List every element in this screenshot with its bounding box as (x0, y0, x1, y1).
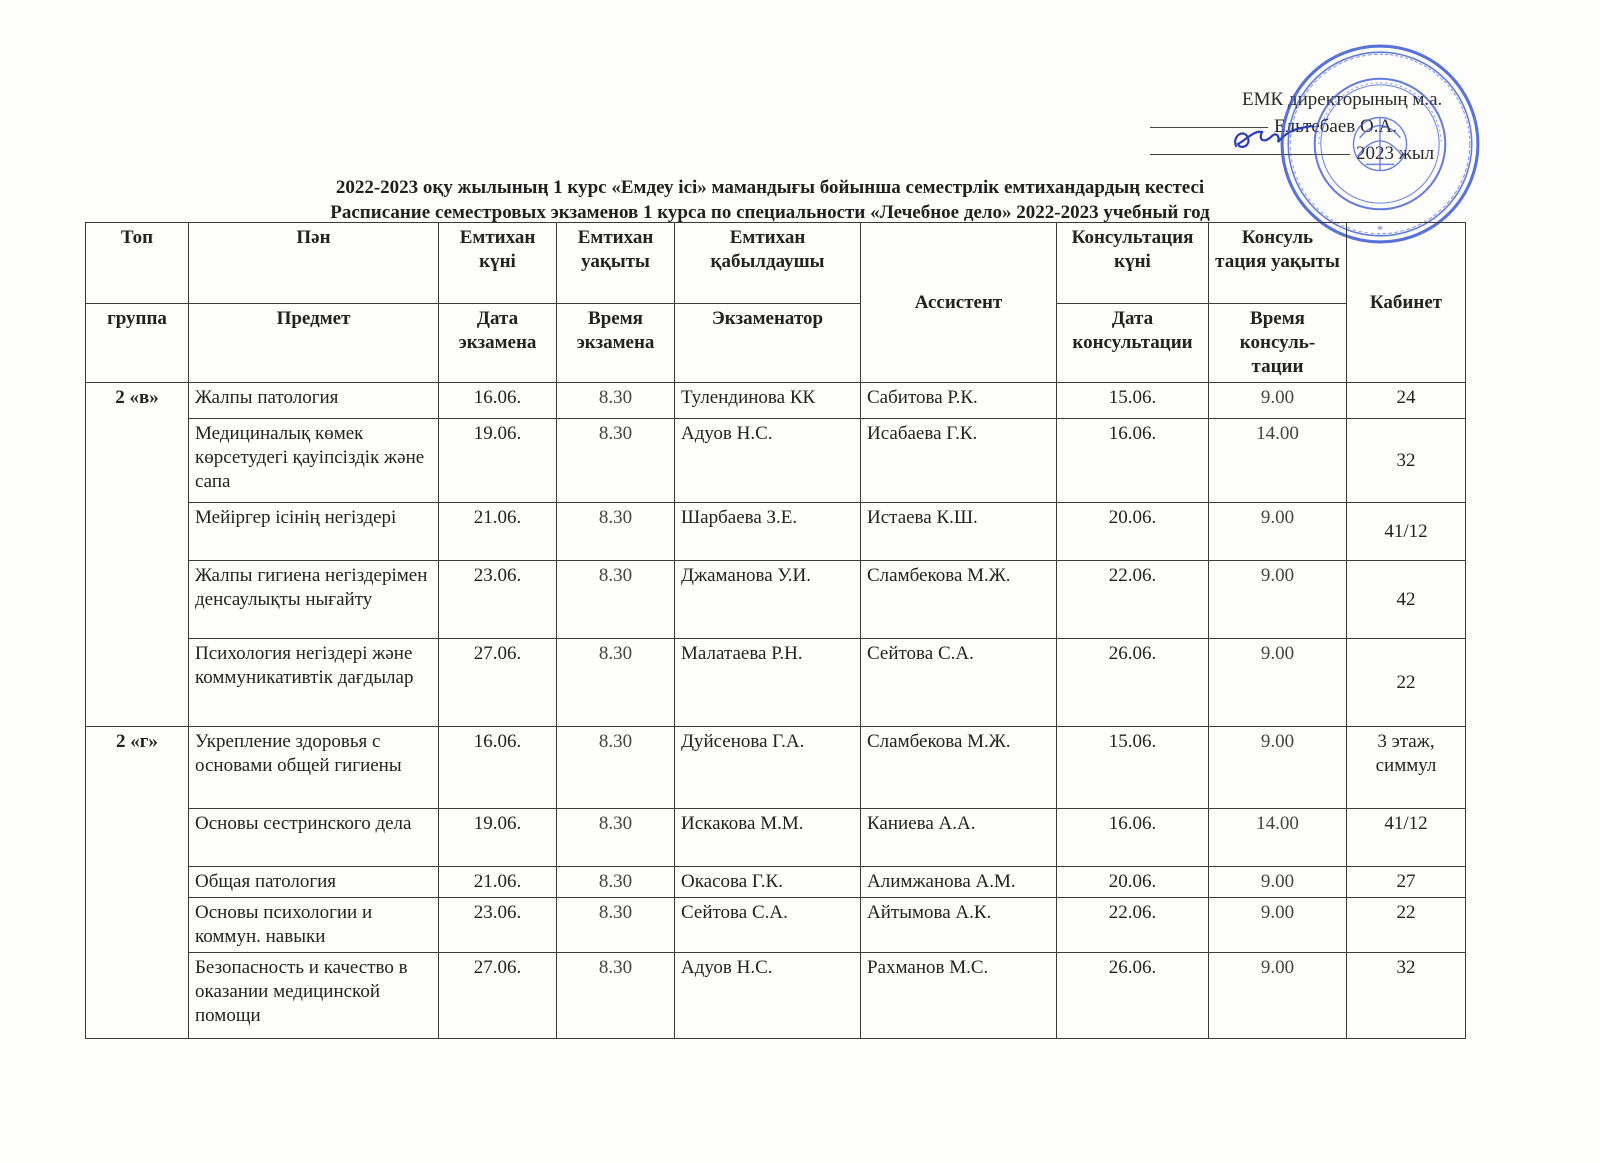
subject-cell: Укрепление здоровья с основами общей гигиены (189, 727, 439, 809)
document-title-ru: Расписание семестровых экзаменов 1 курса по специальности «Лечебное дело» 2022-2023 учебный год (330, 202, 1210, 223)
group-cell: 2 «г» (86, 727, 189, 1039)
header-examiner-kz: Емтихан қабылдаушы (675, 223, 861, 304)
assistant-cell: Сейтова С.А. (861, 639, 1057, 727)
consult-date-cell: 20.06. (1057, 867, 1209, 898)
consult-time-cell: 9.00 (1209, 561, 1347, 639)
room-cell: 22 (1347, 639, 1466, 727)
header-exam-date-ru: Дата экзамена (439, 304, 557, 383)
exam-time-cell: 8.30 (557, 383, 675, 419)
consult-time-cell: 9.00 (1209, 639, 1347, 727)
approval-position: ЕМК директорының м.а. (1242, 89, 1443, 110)
consult-time-cell: 9.00 (1209, 383, 1347, 419)
subject-cell: Общая патология (189, 867, 439, 898)
assistant-cell: Сламбекова М.Ж. (861, 561, 1057, 639)
header-consult-date-ru: Дата консультации (1057, 304, 1209, 383)
room-cell: 32 (1347, 419, 1466, 503)
header-consult-date-kz: Консультация күні (1057, 223, 1209, 304)
consult-date-cell: 16.06. (1057, 419, 1209, 503)
exam-date-cell: 21.06. (439, 867, 557, 898)
exam-time-cell: 8.30 (557, 898, 675, 953)
assistant-cell: Айтымова А.К. (861, 898, 1057, 953)
consult-date-cell: 26.06. (1057, 953, 1209, 1039)
table-row (86, 809, 1466, 867)
examiner-cell: Окасова Г.К. (675, 867, 861, 898)
header-consult-time-ru: Время консуль-тации (1209, 304, 1347, 383)
room-cell: 27 (1347, 867, 1466, 898)
room-cell: 24 (1347, 383, 1466, 419)
examiner-cell: Адуов Н.С. (675, 419, 861, 503)
consult-time-cell: 9.00 (1209, 898, 1347, 953)
assistant-cell: Исабаева Г.К. (861, 419, 1057, 503)
exam-time-cell: 8.30 (557, 419, 675, 503)
consult-date-cell: 22.06. (1057, 898, 1209, 953)
examiner-cell: Тулендинова КК (675, 383, 861, 419)
header-subject-kz: Пән (189, 223, 439, 304)
header-exam-time-kz: Емтихан уақыты (557, 223, 675, 304)
consult-date-cell: 26.06. (1057, 639, 1209, 727)
header-row-kz (86, 223, 1466, 304)
group-cell: 2 «в» (86, 383, 189, 727)
subject-cell: Медициналық көмек көрсетудегі қауіпсіздік және сапа (189, 419, 439, 503)
exam-date-cell: 16.06. (439, 727, 557, 809)
exam-date-cell: 16.06. (439, 383, 557, 419)
header-group-kz: Топ (86, 223, 189, 304)
table-row (86, 419, 1466, 503)
exam-time-cell: 8.30 (557, 639, 675, 727)
document-title-kz: 2022-2023 оқу жылының 1 курс «Емдеу ісі» мамандығы бойынша семестрлік емтихандардың кестесі (335, 177, 1205, 198)
room-cell: 22 (1347, 898, 1466, 953)
table-row (86, 898, 1466, 953)
header-subject-ru: Предмет (189, 304, 439, 383)
table-row (86, 867, 1466, 898)
examiner-cell: Искакова М.М. (675, 809, 861, 867)
assistant-cell: Алимжанова А.М. (861, 867, 1057, 898)
room-cell: 41/12 (1347, 503, 1466, 561)
exam-time-cell: 8.30 (557, 727, 675, 809)
examiner-cell: Джаманова У.И. (675, 561, 861, 639)
approval-name: Ельтебаев О.А. (1274, 116, 1397, 137)
exam-date-cell: 23.06. (439, 898, 557, 953)
header-exam-time-ru: Время экзамена (557, 304, 675, 383)
room-cell: 42 (1347, 561, 1466, 639)
exam-date-cell: 23.06. (439, 561, 557, 639)
room-cell: 32 (1347, 953, 1466, 1039)
table-row (86, 953, 1466, 1039)
exam-date-cell: 27.06. (439, 639, 557, 727)
exam-time-cell: 8.30 (557, 953, 675, 1039)
assistant-cell: Истаева К.Ш. (861, 503, 1057, 561)
header-assistant: Ассистент (861, 223, 1057, 383)
examiner-cell: Сейтова С.А. (675, 898, 861, 953)
subject-cell: Основы сестринского дела (189, 809, 439, 867)
exam-time-cell: 8.30 (557, 809, 675, 867)
subject-cell: Безопасность и качество в оказании медицинской помощи (189, 953, 439, 1039)
subject-cell: Мейіргер ісінің негіздері (189, 503, 439, 561)
table-row (86, 561, 1466, 639)
header-row-ru (86, 304, 1466, 383)
exam-date-cell: 19.06. (439, 419, 557, 503)
examiner-cell: Малатаева Р.Н. (675, 639, 861, 727)
exam-time-cell: 8.30 (557, 561, 675, 639)
consult-time-cell: 9.00 (1209, 953, 1347, 1039)
consult-time-cell: 9.00 (1209, 727, 1347, 809)
consult-date-cell: 15.06. (1057, 727, 1209, 809)
consult-date-cell: 20.06. (1057, 503, 1209, 561)
subject-cell: Психология негіздері және коммуникативтік дағдылар (189, 639, 439, 727)
table-row (86, 383, 1466, 419)
exam-time-cell: 8.30 (557, 867, 675, 898)
subject-cell: Жалпы гигиена негіздерімен денсаулықты нығайту (189, 561, 439, 639)
room-cell: 3 этаж, симмул (1347, 727, 1466, 809)
exam-time-cell: 8.30 (557, 503, 675, 561)
consult-date-cell: 16.06. (1057, 809, 1209, 867)
consult-time-cell: 9.00 (1209, 867, 1347, 898)
header-consult-time-kz: Консуль тация уақыты (1209, 223, 1347, 304)
subject-cell: Основы психологии и коммун. навыки (189, 898, 439, 953)
examiner-cell: Адуов Н.С. (675, 953, 861, 1039)
header-room: Кабинет (1347, 223, 1466, 383)
exam-date-cell: 27.06. (439, 953, 557, 1039)
consult-date-cell: 15.06. (1057, 383, 1209, 419)
header-examiner-ru: Экзаменатор (675, 304, 861, 383)
header-group-ru: группа (86, 304, 189, 383)
svg-text:*: * (1376, 222, 1384, 237)
header-exam-date-kz: Емтихан күні (439, 223, 557, 304)
consult-time-cell: 14.00 (1209, 419, 1347, 503)
table-row (86, 639, 1466, 727)
exam-date-cell: 21.06. (439, 503, 557, 561)
exam-schedule-table (85, 222, 1466, 1039)
exam-date-cell: 19.06. (439, 809, 557, 867)
consult-date-cell: 22.06. (1057, 561, 1209, 639)
approval-year: 2023 жыл (1356, 143, 1435, 164)
table-row (86, 727, 1466, 809)
examiner-cell: Дуйсенова Г.А. (675, 727, 861, 809)
consult-time-cell: 9.00 (1209, 503, 1347, 561)
table-row (86, 503, 1466, 561)
room-cell: 41/12 (1347, 809, 1466, 867)
assistant-cell: Сламбекова М.Ж. (861, 727, 1057, 809)
examiner-cell: Шарбаева З.Е. (675, 503, 861, 561)
assistant-cell: Сабитова Р.К. (861, 383, 1057, 419)
subject-cell: Жалпы патология (189, 383, 439, 419)
consult-time-cell: 14.00 (1209, 809, 1347, 867)
assistant-cell: Рахманов М.С. (861, 953, 1057, 1039)
assistant-cell: Каниева А.А. (861, 809, 1057, 867)
